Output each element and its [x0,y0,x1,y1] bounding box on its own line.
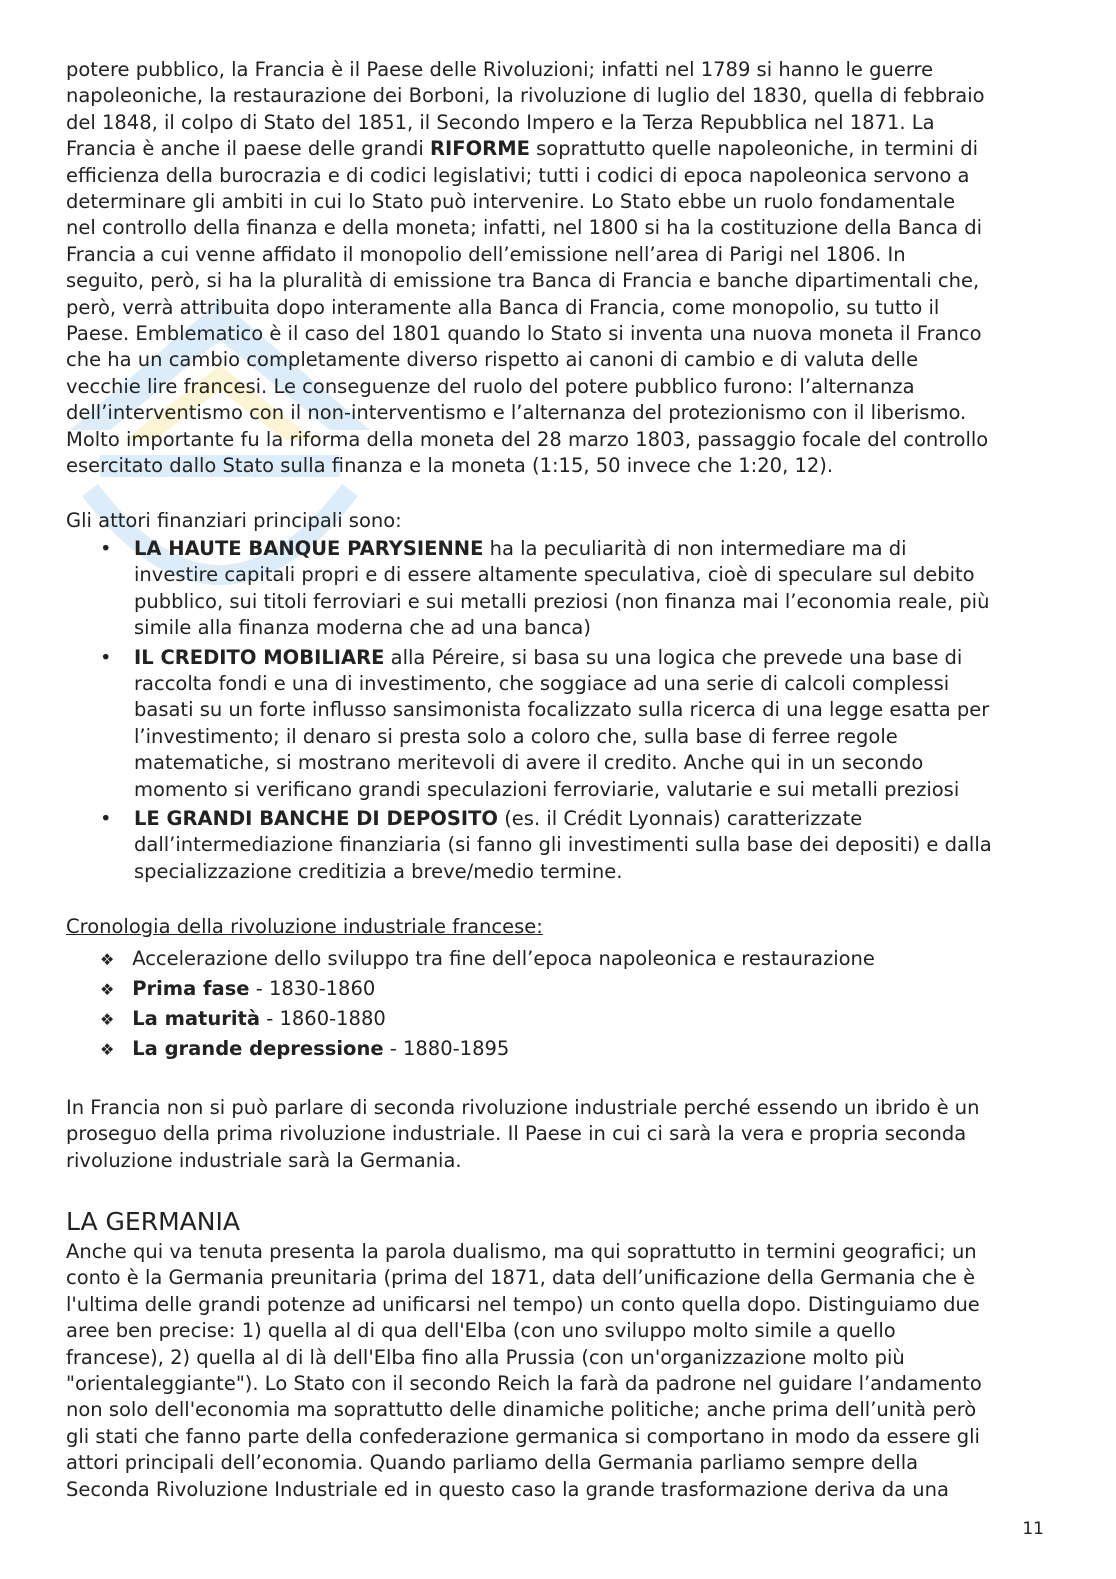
actor-name: IL CREDITO MOBILIARE [134,645,385,669]
text-span: (es. il Crédit Lyonnais) caratterizzate [498,807,863,831]
text-line: raccolta fondi e una di investimento, che soggiace ad una serie di calcoli complessi [134,672,950,696]
text-line: "orientaleggiante"). Lo Stato con il secondo Reich la farà da padrone nel guidare l’andamento [66,1372,982,1396]
text-line: basati su un forte influsso sansimonista focalizzato sulla ricerca di una legge esatta per [134,698,990,722]
actors-intro-text: Gli attori finanziari principali sono: [66,509,402,532]
text-line: seguito, però, si ha la pluralità di emissione tra Banca di Francia e banche dipartimentali che, [66,269,980,293]
text-line: efficienza della burocrazia e di codici legislativi; tutti i codici di epoca napoleonica servono a [66,163,970,187]
text-line [66,136,1054,162]
actor-name: LE GRANDI BANCHE DI DEPOSITO [134,807,498,831]
text-line [134,536,1054,562]
text-line: momento si verificano grandi speculazioni ferroviarie, valutarie e sui metalli preziosi [134,777,960,801]
list-item [100,974,875,1004]
section-title: LA GERMANIA [66,1207,240,1236]
text-line: determinare gli ambiti in cui lo Stato può intervenire. Lo Stato ebbe un ruolo fondamentale [66,190,956,214]
chronology-phase: La grande depressione [132,1037,384,1060]
text-line: matematiche, si mostrano meritevoli di avere il credito. Anche qui in un secondo [134,751,924,775]
text-line: conto è la Germania preunitaria (prima del 1871, data dell’unificazione della Germania che è [66,1266,976,1290]
text-line: simile alla finanza moderna che ad una banca) [134,616,591,640]
diamond-bullet-icon: ❖ [100,980,115,999]
text-line: specializzazione creditizia a breve/medio termine. [134,859,623,883]
diamond-bullet-icon: ❖ [100,1010,115,1029]
riforme-bold: RIFORME [430,137,530,161]
bullet-icon: • [100,645,112,669]
text-line: proseguo della prima rivoluzione industriale. Il Paese in cui ci sarà la vera e propria seconda [66,1122,967,1146]
list-item [96,645,1054,803]
text-line: gli stati che fanno parte della confederazione germanica si comportano in modo da essere gli [66,1424,980,1448]
text-line: l'ultima delle grandi potenze ad unificarsi nel tempo) un conto quella dopo. Distinguiamo due [66,1292,980,1316]
text-line: pubblico, sui titoli ferroviari e sui metalli preziosi (non finanza mai l’economia reale, più [134,589,990,613]
text-line: non solo dell'economia ma soprattutto delle dinamiche politiche; anche prima dell’unità però [66,1398,977,1422]
list-item [96,536,1054,642]
list-item [100,1004,875,1034]
chronology-text: - 1860-1880 [260,1007,386,1030]
text-line: l’investimento; il denaro si presta solo a coloro che, sulla base di ferree regole [134,724,898,748]
text-line [134,806,1054,832]
chronology-phase: Prima fase [132,977,250,1000]
text-span: Francia è anche il paese delle grandi [66,137,431,161]
text-line: Paese. Emblematico è il caso del 1801 quando lo Stato si inventa una nuova moneta il Franco [66,322,982,346]
text-line: Francia a cui venne affidato il monopolio dell’emissione nell’area di Parigi nel 1806. In [66,242,906,266]
text-line: rivoluzione industriale sarà la Germania. [66,1148,462,1172]
actor-name: LA HAUTE BANQUE PARYSIENNE [134,537,484,560]
text-line: In Francia non si può parlare di seconda rivoluzione industriale perché essendo un ibrido è un [66,1096,980,1119]
text-line: potere pubblico, la Francia è il Paese delle Rivoluzioni; infatti nel 1789 si hanno le guerre [66,58,934,81]
chronology-phase: La maturità [132,1007,261,1030]
text-line: attori principali dell’economia. Quando parliamo della Germania parliamo sempre della [66,1451,919,1475]
chronology-text: - 1880-1895 [383,1037,510,1060]
text-span: ha la peculiarità di non intermediare ma di [483,537,907,560]
list-item [100,944,875,974]
page-number: 11 [1022,1519,1044,1539]
text-line: Seconda Rivoluzione Industriale ed in questo caso la grande trasformazione deriva da una [66,1477,949,1501]
text-line: aree ben precise: 1) quella al di qua dell'Elba (con uno sviluppo molto simile a quello [66,1319,896,1343]
text-line: però, verrà attribuita dopo interamente alla Banca di Francia, come monopolio, su tutto il [66,295,940,319]
text-line: esercitato dallo Stato sulla finanza e la moneta (1:15, 50 invece che 1:20, 12). [66,454,834,478]
intro-paragraph [66,57,1054,480]
chronology-text: - 1830-1860 [249,977,376,1000]
text-line: francese), 2) quella al di là dell'Elba fino alla Prussia (con un'organizzazione molto più [66,1345,905,1369]
text-span: alla Péreire, si basa su una logica che prevede una base di [384,645,963,669]
text-line: dell’interventismo con il non-interventismo e l’alternanza del protezionismo con il liberismo. [66,401,967,425]
bullet-icon: • [100,537,112,560]
chronology-list [100,944,875,1064]
text-line [134,645,1054,671]
text-line: Molto importante fu la riforma della moneta del 28 marzo 1803, passaggio focale del controllo [66,427,989,451]
actors-list [96,536,1054,885]
diamond-bullet-icon: ❖ [100,950,115,969]
diamond-bullet-icon: ❖ [100,1040,115,1059]
chronology-text: Accelerazione dello sviluppo tra fine dell’epoca napoleonica e restaurazione [132,947,875,970]
text-line: vecchie lire francesi. Le conseguenze del ruolo del potere pubblico furono: l’alternanza [66,374,915,398]
list-item [96,806,1054,885]
text-line: dall’intermediazione finanziaria (si fanno gli investimenti sulla base dei depositi) e dalla [134,833,992,857]
text-line: nel controllo della finanza e della moneta; infatti, nel 1800 si ha la costituzione della Banca di [66,216,983,240]
conclusion-paragraph [66,1095,1054,1174]
text-line: che ha un cambio completamente diverso rispetto ai canoni di cambio e di valuta delle [66,348,919,372]
germany-paragraph [66,1239,1054,1503]
text-line: Anche qui va tenuta presenta la parola dualismo, ma qui soprattutto in termini geografici; un [66,1240,977,1263]
bullet-icon: • [100,807,112,831]
text-line: del 1848, il colpo di Stato del 1851, il Secondo Impero e la Terza Repubblica nel 1871. La [66,110,935,134]
text-span: soprattutto quelle napoleoniche, in termini di [529,137,979,161]
actors-intro [66,508,1054,534]
chronology-title: Cronologia della rivoluzione industriale francese: [66,915,543,938]
list-item [100,1034,875,1064]
text-line: napoleoniche, la restaurazione dei Borboni, la rivoluzione di luglio del 1830, quella di febbraio [66,84,985,108]
text-line: investire capitali propri e di essere altamente speculativa, cioè di speculare sul debito [134,563,975,587]
